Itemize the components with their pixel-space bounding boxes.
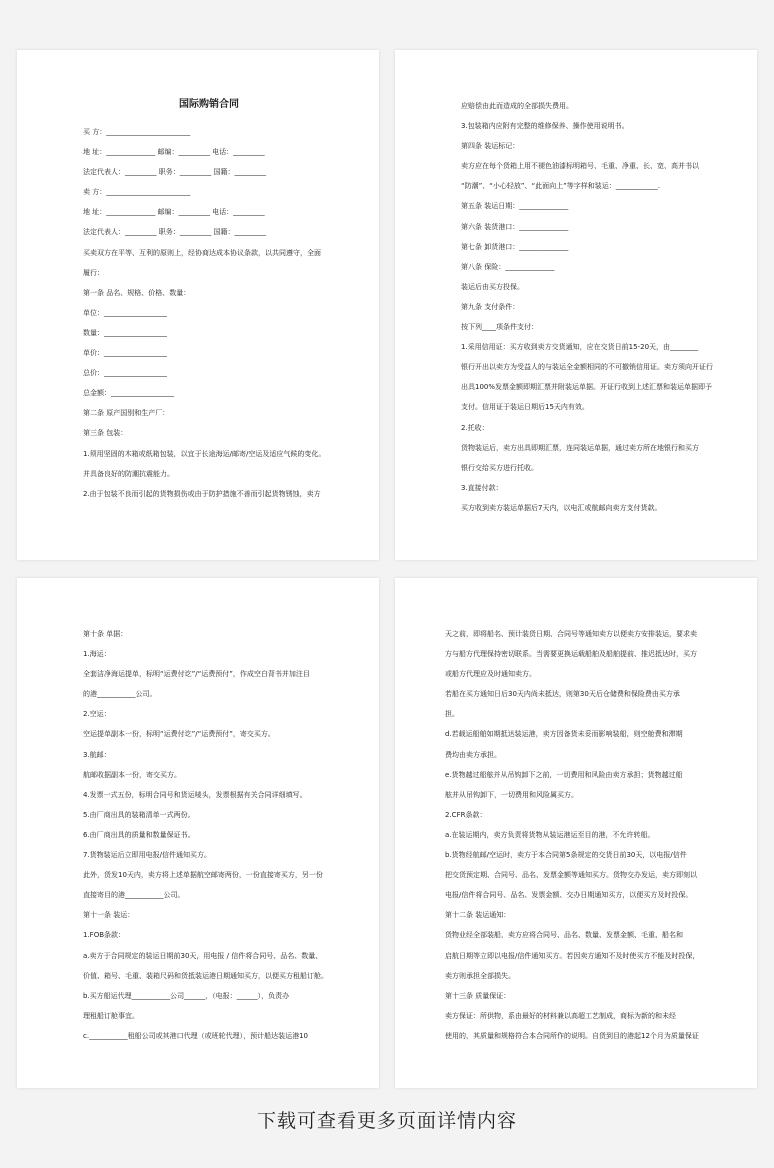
contract-text-line: 第六条 装货港口：______________ bbox=[461, 222, 569, 231]
contract-text-line: 第十条 单据： bbox=[83, 630, 128, 638]
contract-text-line: 履行： bbox=[83, 268, 104, 277]
contract-text-line: “防潮”、“小心轻放”、“此面向上”等字样和装运：____________. bbox=[461, 182, 660, 191]
contract-text-line: 货物业经全部装船，卖方应将合同号、品名、数量、发票金额、毛重、船名和 bbox=[445, 931, 683, 940]
contract-text-line: 1.采用信用证：买方收到卖方交货通知，应在交货日前15-20天，由________ bbox=[461, 343, 699, 352]
contract-text-line: 舷并从吊钩卸下，一切费用和风险属买方。 bbox=[445, 790, 578, 799]
contract-text-line: 买方收到卖方装运单据后7天内，以电汇或航邮向卖方支付货款。 bbox=[461, 503, 662, 512]
contract-text-line: e.货物越过船舷并从吊钩卸下之前，一切费用和风险由卖方承担；货物越过船 bbox=[445, 770, 683, 779]
contract-text-line: 3.航邮： bbox=[83, 750, 111, 759]
contract-text-line: 出具100%发票金额即期汇票并附装运单据。开证行收到上述汇票和装运单据即予 bbox=[461, 383, 713, 392]
contract-text-line: 第一条 品名、规格、价格、数量： bbox=[83, 288, 191, 297]
contract-text-line: 第七条 卸货港口：______________ bbox=[461, 242, 569, 251]
contract-title: 国际购销合同 bbox=[179, 99, 239, 110]
contract-text-line: 把交货预定期、合同号、品名、发票金额等通知买方。货物交办发运，卖方即刻以 bbox=[445, 871, 697, 880]
contract-text-line: c.___________租船公司或其港口代理（或班轮代理），预计船达装运港10 bbox=[83, 1031, 308, 1040]
page-content bbox=[83, 98, 335, 504]
contract-text-line: 6.由厂商出具的质量和数量保证书。 bbox=[83, 830, 195, 839]
contract-text-line: 买卖双方在平等、互利的原则上，经协商达成本协议条款，以共同遵守，全面 bbox=[83, 248, 321, 257]
contract-text-line: 法定代表人：_________ 职务：_________ 国籍：_________ bbox=[83, 228, 266, 237]
contract-text-line: 电报/信件将合同号、品名、发票金额、交办日期通知买方，以便买方及时投保。 bbox=[445, 891, 693, 900]
contract-text-line: 支付。信用证于装运日期后15天内有效。 bbox=[461, 403, 589, 412]
contract-text-line: a.在装运期内，卖方负责将货物从装运港运至目的港，不允许转船。 bbox=[445, 830, 655, 839]
page-content bbox=[445, 624, 707, 1046]
contract-text-line: 第十二条 装运通知： bbox=[445, 911, 511, 920]
contract-text-line: 第十三条 质量保证： bbox=[445, 991, 511, 1000]
document-page-3 bbox=[17, 578, 379, 1088]
contract-text-line: 应赔偿由此而造成的全部损失费用。 bbox=[461, 102, 573, 110]
contract-text-line: 卖方则承担全部损失。 bbox=[445, 971, 515, 980]
page-content bbox=[461, 96, 713, 518]
page-content bbox=[83, 624, 335, 1046]
contract-text-line: 总金额：__________________ bbox=[83, 389, 174, 398]
contract-text-line: a.卖方于合同规定的装运日期前30天，用电报 / 信件将合同号、品名、数量、 bbox=[83, 951, 323, 960]
contract-text-line: 3.包装箱内应附有完整的维修保养、操作使用说明书。 bbox=[461, 122, 629, 131]
contract-text-line: 2.由于包装不良而引起的货物损伤或由于防护措施不善而引起货物锈蚀，卖方 bbox=[83, 489, 321, 498]
contract-text-line: 卖方保证：所供物，系由最好的材料兼以高超工艺制成，商标为新的和未经 bbox=[445, 1011, 676, 1020]
contract-text-line: 2.空运： bbox=[83, 710, 111, 719]
contract-text-line: 空运提单副本一份，标明“运费付讫”/“运费预付”，寄交买方。 bbox=[83, 730, 275, 739]
contract-text-line: 银行交给买方进行托收。 bbox=[461, 463, 538, 472]
contract-text-line: 买 方：________________________ bbox=[83, 128, 191, 136]
document-page-4 bbox=[395, 578, 757, 1088]
contract-text-line: 3.直接付款： bbox=[461, 483, 503, 492]
contract-text-line: 此外，货发10天内，卖方将上述单据航空邮寄两份，一份直接寄买方，另一份 bbox=[83, 871, 323, 880]
contract-text-line: 第二条 原产国别和生产厂： bbox=[83, 409, 170, 418]
contract-text-line: 地 址：______________ 邮编：_________ 电话：_________ bbox=[83, 208, 265, 217]
contract-text-line: 启航日期等立即以电报/信件通知买方。若因卖方通知不及时使买方不能及时投保， bbox=[445, 951, 700, 960]
contract-text-line: 7.货物装运后立即用电报/信件通知买方。 bbox=[83, 851, 212, 860]
contract-text-line: 费均由卖方承担。 bbox=[445, 750, 501, 759]
document-page-2 bbox=[395, 50, 757, 560]
contract-text-line: 价值、箱号、毛重、装箱尺码和货抵装运港日期通知买方，以便买方租船订舱。 bbox=[83, 971, 328, 980]
contract-text-line: 的港___________公司。 bbox=[83, 690, 157, 699]
contract-text-line: 全套洁净海运提单，标明“运费付讫”/“运费预付”，作成空白背书并加注目 bbox=[83, 670, 310, 679]
contract-text-line: 地 址：______________ 邮编：_________ 电话：_________ bbox=[83, 148, 265, 157]
contract-text-line: 单位：__________________ bbox=[83, 308, 167, 317]
contract-text-line: 卖 方：________________________ bbox=[83, 188, 191, 197]
contract-text-line: 总价：__________________ bbox=[83, 369, 167, 378]
contract-text-line: 单价：__________________ bbox=[83, 349, 167, 358]
contract-text-line: 第五条 装运日期：______________ bbox=[461, 202, 569, 211]
contract-text-line: 法定代表人：_________ 职务：_________ 国籍：_________ bbox=[83, 168, 266, 177]
contract-text-line: 第九条 支付条件： bbox=[461, 302, 520, 311]
contract-text-line: 第三条 包装： bbox=[83, 429, 128, 438]
contract-text-line: 装运后由买方投保。 bbox=[461, 282, 524, 291]
contract-text-line: 第十一条 装运： bbox=[83, 911, 135, 920]
contract-text-line: 货物装运后，卖方出具即期汇票，连同装运单据，通过卖方所在地银行和买方 bbox=[461, 443, 699, 452]
contract-text-line: b.买方船运代理___________公司______，（电报：______），负责办 bbox=[83, 991, 290, 1000]
contract-text-line: 5.由厂商出具的装箱清单一式两份。 bbox=[83, 810, 195, 819]
contract-text-line: 使用的，其质量和规格符合本合同所作的说明。自货到目的港起12个月为质量保证 bbox=[445, 1031, 699, 1040]
contract-text-line: 1.须用坚固的木箱或纸箱包装，以宜于长途海运/邮寄/空运及适应气候的变化。 bbox=[83, 449, 326, 458]
contract-text-line: 天之前，即将船名、预计装货日期、合同号等通知卖方以便卖方安排装运，要求卖 bbox=[445, 630, 697, 638]
contract-text-line: 1.FOB条款： bbox=[83, 931, 126, 940]
contract-text-line: 1.海运： bbox=[83, 650, 111, 659]
contract-text-line: 航邮收据副本一份，寄交买方。 bbox=[83, 770, 181, 779]
contract-text-line: 4.发票一式五份，标明合同号和货运唛头，发票根据有关合同详细填写。 bbox=[83, 790, 307, 799]
contract-text-line: 第八条 保险：______________ bbox=[461, 262, 555, 271]
contract-text-line: 按下列____项条件支付： bbox=[461, 323, 538, 332]
contract-text-line: 数量：__________________ bbox=[83, 328, 167, 337]
contract-text-line: 理租船订舱事宜。 bbox=[83, 1011, 139, 1020]
contract-text-line: 担。 bbox=[445, 710, 459, 719]
contract-text-line: 第四条 装运标记： bbox=[461, 142, 520, 151]
contract-text-line: 2.托收： bbox=[461, 423, 489, 432]
contract-text-line: 2.CFR条款： bbox=[445, 810, 487, 819]
contract-text-line: 直接寄目的港___________公司。 bbox=[83, 891, 185, 900]
contract-text-line: 方与船方代理保持密切联系。当需要更换运载船舶及船舶提前、推迟抵达时，买方 bbox=[445, 650, 697, 659]
document-page-1 bbox=[17, 50, 379, 560]
contract-text-line: 卖方应在每个货箱上用不褪色油漆标明箱号、毛重、净重、长、宽、高并书以 bbox=[461, 162, 699, 171]
contract-text-line: 银行开出以卖方为受益人的与装运全金额相同的不可撤销信用证。卖方须向开证行 bbox=[461, 363, 713, 372]
more-pages-caption: 下载可查看更多页面详情内容 bbox=[256, 1110, 517, 1132]
contract-text-line: b.货物经航邮/空运时，卖方于本合同第5条规定的交货日前30天，以电报/信件 bbox=[445, 851, 687, 860]
contract-text-line: 若船在买方通知日后30天内尚未抵达，则第30天后仓储费和保险费由买方承 bbox=[445, 690, 680, 699]
contract-text-line: 或船方代理应及时通知卖方。 bbox=[445, 670, 536, 679]
contract-text-line: 并具备良好的防潮抗震能力。 bbox=[83, 469, 174, 478]
contract-text-line: d.若载运船舶如期抵达装运港，卖方因备货未妥而影响装船，则空舱费和滞期 bbox=[445, 730, 683, 739]
